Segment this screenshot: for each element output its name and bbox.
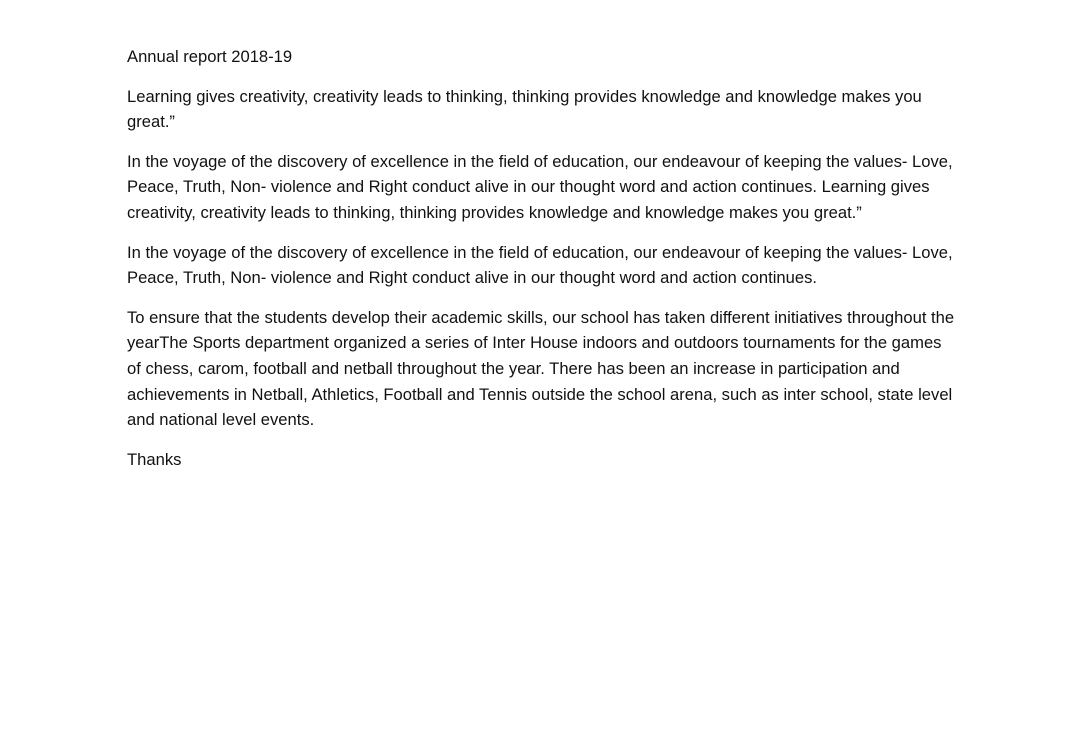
closing-text: Thanks — [127, 449, 182, 469]
paragraph-academics-sports: To ensure that the students develop their academic skills, our school has taken different initiatives throughout the yearThe Sports department organized a series of Inter House indoors and outdoors tournaments for the games of chess, carom, football and netball throughout the year. There has been an increase in participation and achievements in Netball, Athletics, Football and Tennis outside the school arena, such as inter school, state level and national level events. — [127, 307, 955, 430]
paragraph-quote: Learning gives creativity, creativity leads to thinking, thinking provides knowledge and knowledge makes you great.” — [127, 86, 922, 132]
paragraph-voyage-2: In the voyage of the discovery of excellence in the field of education, our endeavour of keeping the values- Love, Peace, Truth, Non- violence and Right conduct alive in our thought word and action continues. — [127, 242, 953, 288]
document-title: Annual report 2018-19 — [127, 47, 293, 66]
paragraph-voyage-1: In the voyage of the discovery of excellence in the field of education, our endeavour of keeping the values- Love, Peace, Truth, Non- violence and Right conduct alive in our thought word and action continues. Learning gives creativity, creativity leads to thinking, thinking provides knowledge and knowledge makes you great.” — [127, 151, 953, 222]
document-page — [127, 44, 957, 486]
